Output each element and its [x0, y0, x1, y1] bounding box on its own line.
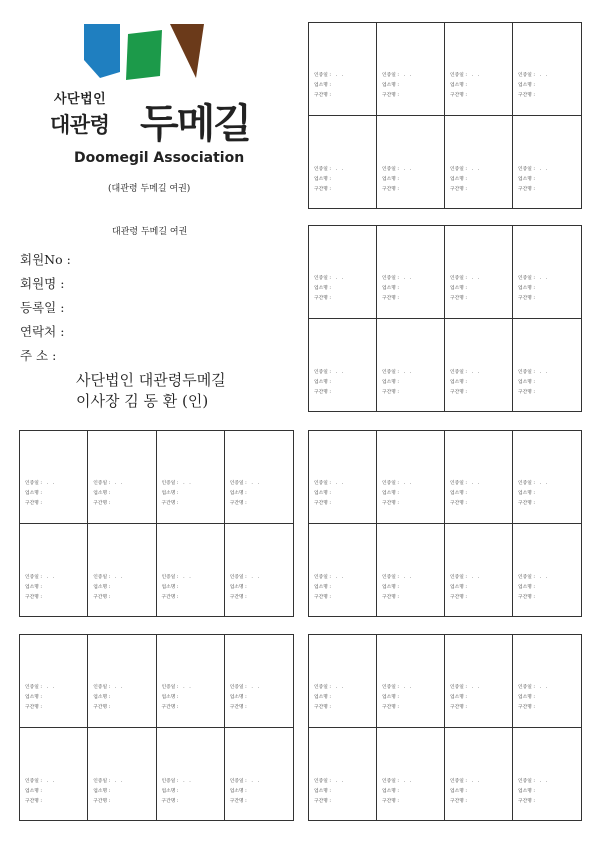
stamp-cell: [88, 431, 156, 524]
stamp-cell-lines: [518, 479, 547, 509]
stamp-cell-line2: 업소명 :: [518, 491, 536, 497]
stamp-cell-line3: 구간명 :: [25, 501, 43, 507]
stamp-cell-line3: 구간명 :: [382, 93, 400, 99]
stamp-cell-line2: 업소명 :: [518, 286, 536, 292]
stamp-cell-lines: [450, 573, 479, 603]
logo-org-region: 대관령: [50, 113, 110, 137]
stamp-cell-line3: 구간명 :: [450, 594, 468, 600]
stamp-cell-line1: 인증일 : . .: [518, 369, 548, 375]
stamp-cell-lines: [162, 573, 191, 603]
stamp-cell-line2: 업소명 :: [382, 286, 400, 292]
stamp-cell-line3: 구간명 :: [382, 296, 400, 302]
stamp-grid-right-3: [308, 430, 582, 617]
logo-org-name: 두메길: [140, 101, 250, 147]
stamp-cell: [513, 116, 581, 209]
stamp-cell-line2: 업소명 :: [450, 83, 468, 89]
stamp-cell-line3: 구간명 :: [314, 389, 332, 395]
stamp-cell-lines: [93, 683, 122, 713]
stamp-cell: [445, 431, 513, 524]
stamp-cell-line3: 구간명 :: [93, 501, 111, 507]
stamp-cell-line1: 인증일 : . .: [382, 369, 412, 375]
stamp-cell: [445, 728, 513, 821]
stamp-cell-line1: 인증일 : . .: [450, 685, 480, 691]
stamp-cell: [377, 635, 445, 728]
stamp-cell-line2: 업소명 :: [25, 788, 43, 794]
stamp-cell-lines: [450, 71, 479, 101]
stamp-cell-line3: 구간명 :: [518, 186, 536, 192]
stamp-cell-line2: 업소명 :: [382, 83, 400, 89]
stamp-cell-line3: 구간명 :: [314, 93, 332, 99]
stamp-cell-line3: 구간명 :: [25, 594, 43, 600]
stamp-cell-line3: 구간명 :: [450, 798, 468, 804]
stamp-cell-lines: [518, 683, 547, 713]
stamp-cell-line2: 업소명 :: [93, 788, 111, 794]
contact-label: 연락처 :: [20, 324, 65, 339]
stamp-cell-line2: 업소명 :: [382, 584, 400, 590]
stamp-cell-line3: 구간명 :: [229, 705, 247, 711]
stamp-grid-right-2: [308, 225, 582, 412]
stamp-cell: [157, 728, 225, 821]
stamp-cell-line2: 업소명 :: [314, 176, 332, 182]
stamp-cell-lines: [450, 368, 479, 398]
stamp-cell-lines: [162, 683, 191, 713]
stamp-cell-line1: 인증일 : . .: [518, 73, 548, 79]
stamp-cell-line3: 구간명 :: [93, 705, 111, 711]
stamp-cell-line2: 업소명 :: [314, 83, 332, 89]
stamp-cell-line2: 업소명 :: [450, 176, 468, 182]
stamp-cell-line3: 구간명 :: [229, 501, 247, 507]
stamp-cell-lines: [518, 165, 547, 195]
stamp-cell-line2: 업소명 :: [450, 584, 468, 590]
stamp-cell-line1: 인증일 : . .: [450, 166, 480, 172]
stamp-cell-line3: 구간명 :: [450, 93, 468, 99]
stamp-cell-line3: 구간명 :: [382, 501, 400, 507]
stamp-grid-left-1: [19, 430, 294, 617]
stamp-cell-line1: 인증일 : . .: [314, 778, 344, 784]
stamp-cell: [513, 431, 581, 524]
stamp-cell-lines: [382, 683, 411, 713]
stamp-cell-line2: 업소명 :: [229, 584, 247, 590]
stamp-cell-lines: [382, 165, 411, 195]
stamp-cell-line3: 구간명 :: [161, 501, 179, 507]
stamp-cell-line3: 구간명 :: [161, 594, 179, 600]
stamp-cell-line2: 업소명 :: [161, 491, 179, 497]
stamp-cell: [88, 728, 156, 821]
stamp-cell-line3: 구간명 :: [161, 798, 179, 804]
stamp-cell-line2: 업소명 :: [382, 491, 400, 497]
stamp-cell-line1: 인증일 : . .: [450, 369, 480, 375]
stamp-cell-line3: 구간명 :: [450, 186, 468, 192]
stamp-cell-line1: 인증일 : . .: [229, 481, 259, 487]
stamp-cell-line1: 인증일 : . .: [314, 685, 344, 691]
stamp-cell-lines: [230, 479, 259, 509]
stamp-cell-line1: 인증일 : . .: [450, 276, 480, 282]
stamp-cell: [513, 635, 581, 728]
stamp-cell-line1: 인증일 : . .: [382, 166, 412, 172]
stamp-cell-lines: [230, 573, 259, 603]
stamp-cell-line2: 업소명 :: [25, 584, 43, 590]
stamp-cell-line3: 구간명 :: [518, 705, 536, 711]
stamp-cell-line1: 인증일 : . .: [25, 778, 55, 784]
stamp-cell-line2: 업소명 :: [518, 83, 536, 89]
stamp-cell: [225, 728, 293, 821]
stamp-cell-lines: [518, 777, 547, 807]
stamp-cell-line1: 인증일 : . .: [382, 574, 412, 580]
stamp-cell-line1: 인증일 : . .: [518, 481, 548, 487]
stamp-cell-lines: [314, 165, 343, 195]
stamp-cell-lines: [162, 777, 191, 807]
stamp-cell-lines: [450, 683, 479, 713]
stamp-cell: [88, 524, 156, 617]
stamp-cell: [309, 226, 377, 319]
stamp-cell-line3: 구간명 :: [518, 798, 536, 804]
stamp-cell-line1: 인증일 : . .: [229, 574, 259, 580]
stamp-cell-lines: [382, 777, 411, 807]
stamp-cell-line3: 구간명 :: [314, 296, 332, 302]
stamp-cell-line3: 구간명 :: [314, 186, 332, 192]
stamp-cell-line3: 구간명 :: [382, 594, 400, 600]
stamp-cell-lines: [518, 274, 547, 304]
stamp-cell-line2: 업소명 :: [450, 491, 468, 497]
stamp-cell-line2: 업소명 :: [382, 379, 400, 385]
stamp-cell-line1: 인증일 : . .: [314, 481, 344, 487]
stamp-cell-line3: 구간명 :: [229, 798, 247, 804]
signature-org: 사단법인 대관령두메길: [76, 371, 226, 389]
stamp-cell-lines: [382, 368, 411, 398]
stamp-cell-lines: [314, 683, 343, 713]
stamp-cell-line1: 인증일 : . .: [161, 481, 191, 487]
stamp-cell: [20, 728, 88, 821]
stamp-cell-line3: 구간명 :: [450, 705, 468, 711]
stamp-cell: [513, 524, 581, 617]
stamp-cell-line2: 업소명 :: [25, 491, 43, 497]
stamp-cell: [225, 431, 293, 524]
stamp-cell-lines: [518, 573, 547, 603]
stamp-cell-line3: 구간명 :: [518, 501, 536, 507]
stamp-cell-line2: 업소명 :: [450, 379, 468, 385]
stamp-cell-line3: 구간명 :: [314, 798, 332, 804]
stamp-cell: [377, 116, 445, 209]
stamp-cell-lines: [314, 368, 343, 398]
stamp-cell: [377, 431, 445, 524]
stamp-cell-line3: 구간명 :: [93, 594, 111, 600]
stamp-cell-line3: 구간명 :: [382, 186, 400, 192]
stamp-cell-line1: 인증일 : . .: [382, 481, 412, 487]
member-name-label: 회원명 :: [20, 276, 65, 291]
logo-org-type: 사단법인: [54, 92, 107, 107]
stamp-cell-line2: 업소명 :: [314, 788, 332, 794]
stamp-cell-lines: [25, 479, 54, 509]
stamp-cell-line1: 인증일 : . .: [382, 685, 412, 691]
stamp-cell-line2: 업소명 :: [314, 584, 332, 590]
stamp-cell-line1: 인증일 : . .: [314, 73, 344, 79]
stamp-cell-line1: 인증일 : . .: [229, 778, 259, 784]
stamp-cell: [445, 226, 513, 319]
stamp-cell-line3: 구간명 :: [314, 501, 332, 507]
stamp-cell-line1: 인증일 : . .: [518, 276, 548, 282]
stamp-cell: [20, 431, 88, 524]
stamp-cell-line3: 구간명 :: [25, 705, 43, 711]
stamp-cell-line2: 업소명 :: [229, 788, 247, 794]
stamp-cell-lines: [25, 777, 54, 807]
stamp-cell: [377, 524, 445, 617]
stamp-cell-line2: 업소명 :: [450, 695, 468, 701]
stamp-cell-line1: 인증일 : . .: [161, 778, 191, 784]
stamp-cell-lines: [25, 683, 54, 713]
stamp-cell-line2: 업소명 :: [93, 695, 111, 701]
stamp-cell-line3: 구간명 :: [229, 594, 247, 600]
stamp-cell-line1: 인증일 : . .: [161, 574, 191, 580]
stamp-cell-line2: 업소명 :: [518, 584, 536, 590]
stamp-cell-line2: 업소명 :: [161, 584, 179, 590]
stamp-cell: [88, 635, 156, 728]
stamp-cell-line2: 업소명 :: [93, 491, 111, 497]
signature-block: [76, 370, 226, 412]
stamp-cell-line2: 업소명 :: [314, 695, 332, 701]
stamp-cell-line1: 인증일 : . .: [518, 778, 548, 784]
stamp-cell-lines: [93, 573, 122, 603]
stamp-cell-lines: [450, 777, 479, 807]
stamp-cell-line2: 업소명 :: [382, 788, 400, 794]
stamp-cell: [377, 23, 445, 116]
stamp-cell-line1: 인증일 : . .: [229, 685, 259, 691]
stamp-cell-line2: 업소명 :: [382, 176, 400, 182]
stamp-cell-line2: 업소명 :: [518, 788, 536, 794]
stamp-cell-lines: [382, 573, 411, 603]
stamp-cell-lines: [382, 71, 411, 101]
stamp-cell-line2: 업소명 :: [25, 695, 43, 701]
stamp-cell-line3: 구간명 :: [450, 296, 468, 302]
stamp-cell-line1: 인증일 : . .: [450, 481, 480, 487]
stamp-cell: [20, 635, 88, 728]
stamp-cell-line3: 구간명 :: [25, 798, 43, 804]
stamp-cell: [445, 23, 513, 116]
stamp-cell-lines: [518, 71, 547, 101]
member-no-label: 회원No :: [20, 252, 71, 267]
stamp-cell-line2: 업소명 :: [450, 286, 468, 292]
stamp-cell-line2: 업소명 :: [314, 491, 332, 497]
stamp-cell-lines: [518, 368, 547, 398]
stamp-cell: [309, 635, 377, 728]
register-date-label: 등록일 :: [20, 300, 65, 315]
logo-shapes: [84, 22, 214, 82]
stamp-cell: [513, 226, 581, 319]
association-logo: [50, 22, 250, 172]
stamp-cell-lines: [450, 274, 479, 304]
stamp-cell-line3: 구간명 :: [382, 389, 400, 395]
stamp-cell-line3: 구간명 :: [382, 798, 400, 804]
stamp-cell: [157, 431, 225, 524]
stamp-cell: [20, 524, 88, 617]
stamp-cell-line3: 구간명 :: [314, 705, 332, 711]
stamp-cell-line1: 인증일 : . .: [450, 778, 480, 784]
stamp-cell: [309, 23, 377, 116]
stamp-cell-line1: 인증일 : . .: [518, 166, 548, 172]
stamp-cell-line1: 인증일 : . .: [25, 481, 55, 487]
stamp-cell-line3: 구간명 :: [314, 594, 332, 600]
stamp-cell-lines: [382, 479, 411, 509]
stamp-cell-line1: 인증일 : . .: [93, 481, 123, 487]
stamp-cell-lines: [314, 71, 343, 101]
stamp-cell-lines: [93, 479, 122, 509]
stamp-cell-line3: 구간명 :: [518, 296, 536, 302]
stamp-cell: [157, 524, 225, 617]
stamp-cell-line1: 인증일 : . .: [314, 369, 344, 375]
stamp-cell-line1: 인증일 : . .: [93, 574, 123, 580]
stamp-cell-line1: 인증일 : . .: [25, 574, 55, 580]
stamp-cell: [513, 319, 581, 412]
stamp-cell: [513, 728, 581, 821]
stamp-cell-lines: [230, 683, 259, 713]
stamp-cell-lines: [382, 274, 411, 304]
stamp-cell: [513, 23, 581, 116]
passport-caption-top: (대관령 두메길 여권): [108, 184, 191, 194]
stamp-cell-line1: 인증일 : . .: [93, 778, 123, 784]
stamp-cell-line1: 인증일 : . .: [450, 73, 480, 79]
signature-chairman: 이사장 김 동 환 (인): [76, 392, 209, 410]
logo-blue-shape: [84, 24, 120, 78]
stamp-cell-line1: 인증일 : . .: [93, 685, 123, 691]
stamp-cell-line1: 인증일 : . .: [518, 685, 548, 691]
stamp-cell-line1: 인증일 : . .: [314, 166, 344, 172]
stamp-cell: [225, 635, 293, 728]
stamp-cell-line3: 구간명 :: [93, 798, 111, 804]
stamp-cell-lines: [25, 573, 54, 603]
stamp-cell-line2: 업소명 :: [382, 695, 400, 701]
stamp-cell: [377, 728, 445, 821]
stamp-cell-line2: 업소명 :: [161, 788, 179, 794]
stamp-cell-lines: [314, 479, 343, 509]
stamp-cell: [445, 524, 513, 617]
stamp-cell-line2: 업소명 :: [229, 695, 247, 701]
stamp-cell-line2: 업소명 :: [93, 584, 111, 590]
stamp-grid-left-2: [19, 634, 294, 821]
stamp-cell-line2: 업소명 :: [450, 788, 468, 794]
stamp-cell-line3: 구간명 :: [161, 705, 179, 711]
stamp-cell-lines: [93, 777, 122, 807]
stamp-cell-line2: 업소명 :: [314, 286, 332, 292]
logo-english-name: Doomegil Association: [74, 150, 245, 166]
stamp-cell-lines: [450, 165, 479, 195]
stamp-cell-line3: 구간명 :: [518, 93, 536, 99]
stamp-cell: [157, 635, 225, 728]
stamp-cell-line3: 구간명 :: [450, 501, 468, 507]
stamp-cell-line1: 인증일 : . .: [382, 778, 412, 784]
stamp-cell-line1: 인증일 : . .: [518, 574, 548, 580]
stamp-cell-lines: [450, 479, 479, 509]
stamp-cell-lines: [162, 479, 191, 509]
stamp-cell: [225, 524, 293, 617]
stamp-cell-line1: 인증일 : . .: [382, 276, 412, 282]
stamp-cell-line3: 구간명 :: [518, 594, 536, 600]
stamp-cell-line1: 인증일 : . .: [382, 73, 412, 79]
stamp-cell: [309, 524, 377, 617]
stamp-cell-line3: 구간명 :: [518, 389, 536, 395]
stamp-cell-line1: 인증일 : . .: [314, 276, 344, 282]
stamp-cell-lines: [314, 777, 343, 807]
stamp-cell-lines: [314, 274, 343, 304]
stamp-cell: [377, 226, 445, 319]
stamp-cell-line1: 인증일 : . .: [161, 685, 191, 691]
stamp-cell-line1: 인증일 : . .: [314, 574, 344, 580]
address-label: 주 소 :: [20, 348, 57, 363]
logo-green-shape: [126, 30, 162, 80]
stamp-cell: [377, 319, 445, 412]
stamp-grid-right-4: [308, 634, 582, 821]
stamp-cell-line2: 업소명 :: [161, 695, 179, 701]
stamp-cell: [309, 728, 377, 821]
passport-caption-middle: 대관령 두메길 여권: [112, 227, 188, 237]
stamp-cell: [309, 319, 377, 412]
stamp-cell-line3: 구간명 :: [382, 705, 400, 711]
stamp-cell: [445, 116, 513, 209]
stamp-cell-lines: [230, 777, 259, 807]
stamp-cell-line3: 구간명 :: [450, 389, 468, 395]
stamp-cell-line1: 인증일 : . .: [450, 574, 480, 580]
stamp-cell-line2: 업소명 :: [314, 379, 332, 385]
stamp-cell: [445, 319, 513, 412]
stamp-cell-line2: 업소명 :: [229, 491, 247, 497]
stamp-grid-right-1: [308, 22, 582, 209]
stamp-cell: [309, 116, 377, 209]
stamp-cell-line1: 인증일 : . .: [25, 685, 55, 691]
stamp-cell-line2: 업소명 :: [518, 379, 536, 385]
stamp-cell-line2: 업소명 :: [518, 176, 536, 182]
stamp-cell-lines: [314, 573, 343, 603]
stamp-cell: [445, 635, 513, 728]
logo-brown-shape: [170, 24, 204, 78]
stamp-cell-line2: 업소명 :: [518, 695, 536, 701]
stamp-cell: [309, 431, 377, 524]
